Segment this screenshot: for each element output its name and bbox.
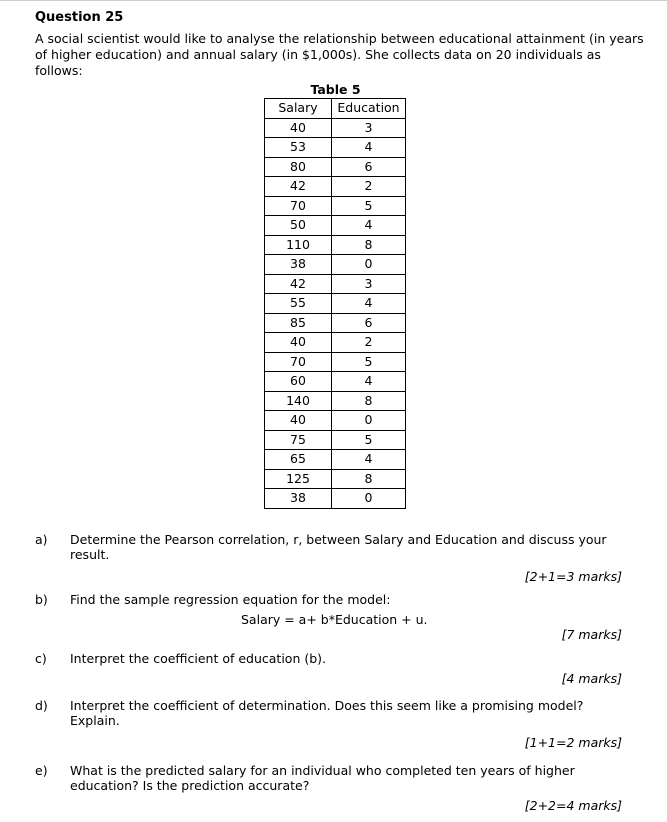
table-row — [265, 469, 406, 489]
education-cell: 5 — [332, 352, 406, 372]
table-row — [265, 430, 406, 450]
salary-cell: 80 — [265, 157, 332, 177]
education-cell: 2 — [332, 177, 406, 197]
education-cell: 8 — [332, 391, 406, 411]
part-c-marks: [4 marks] — [561, 671, 622, 686]
salary-cell: 65 — [265, 450, 332, 470]
education-cell: 4 — [332, 450, 406, 470]
part-d-marks: [1+1=2 marks] — [524, 735, 622, 750]
salary-cell: 55 — [265, 294, 332, 314]
education-cell: 4 — [332, 372, 406, 392]
part-a-letter: a) — [35, 532, 48, 547]
salary-cell: 53 — [265, 138, 332, 158]
table-row — [265, 313, 406, 333]
education-cell: 4 — [332, 294, 406, 314]
table-row — [265, 196, 406, 216]
salary-cell: 75 — [265, 430, 332, 450]
salary-cell: 125 — [265, 469, 332, 489]
education-cell: 8 — [332, 235, 406, 255]
data-table — [264, 98, 406, 509]
table-row — [265, 372, 406, 392]
header-salary: Salary — [265, 99, 332, 119]
table-row — [265, 294, 406, 314]
part-a-marks: [2+1=3 marks] — [524, 569, 622, 584]
education-cell: 0 — [332, 255, 406, 275]
table-row — [265, 450, 406, 470]
table-row — [265, 216, 406, 236]
table-row — [265, 352, 406, 372]
table-row — [265, 391, 406, 411]
part-b-marks: [7 marks] — [561, 627, 622, 642]
top-divider — [0, 0, 667, 1]
table-row — [265, 255, 406, 275]
part-b-text: Find the sample regression equation for the model: — [70, 592, 391, 607]
table-row — [265, 118, 406, 138]
table-row — [265, 411, 406, 431]
salary-cell: 38 — [265, 255, 332, 275]
table-row — [265, 138, 406, 158]
salary-cell: 70 — [265, 196, 332, 216]
salary-cell: 50 — [265, 216, 332, 236]
part-e-letter: e) — [35, 763, 48, 778]
table-header-row — [265, 99, 406, 119]
salary-cell: 60 — [265, 372, 332, 392]
table-row — [265, 489, 406, 509]
education-cell: 3 — [332, 274, 406, 294]
question-title: Question 25 — [35, 10, 124, 25]
salary-cell: 110 — [265, 235, 332, 255]
salary-cell: 85 — [265, 313, 332, 333]
header-education: Education — [332, 99, 406, 119]
education-cell: 3 — [332, 118, 406, 138]
part-c-text: Interpret the coefficient of education (b). — [70, 651, 326, 666]
salary-cell: 40 — [265, 411, 332, 431]
part-d-letter: d) — [35, 698, 48, 713]
education-cell: 2 — [332, 333, 406, 353]
table-row — [265, 235, 406, 255]
education-cell: 5 — [332, 430, 406, 450]
table-row — [265, 274, 406, 294]
regression-equation: Salary = a+ b*Education + u. — [241, 612, 428, 627]
salary-cell: 140 — [265, 391, 332, 411]
education-cell: 4 — [332, 216, 406, 236]
education-cell: 0 — [332, 489, 406, 509]
part-d-text: Interpret the coefficient of determination. Does this seem like a promising model? Explain. — [70, 698, 584, 728]
salary-cell: 38 — [265, 489, 332, 509]
education-cell: 5 — [332, 196, 406, 216]
part-b-letter: b) — [35, 592, 48, 607]
salary-cell: 42 — [265, 177, 332, 197]
part-e-marks: [2+2=4 marks] — [524, 798, 622, 813]
question-intro: A social scientist would like to analyse the relationship between educational attainment (in years of higher education) and annual salary (in $1,000s). She collects data on 20 individuals as follows: — [35, 31, 644, 78]
education-cell: 6 — [332, 313, 406, 333]
salary-cell: 40 — [265, 118, 332, 138]
education-cell: 8 — [332, 469, 406, 489]
salary-cell: 70 — [265, 352, 332, 372]
education-cell: 4 — [332, 138, 406, 158]
salary-cell: 40 — [265, 333, 332, 353]
education-cell: 6 — [332, 157, 406, 177]
education-cell: 0 — [332, 411, 406, 431]
table-row — [265, 177, 406, 197]
part-e-text: What is the predicted salary for an individual who completed ten years of higher education? Is the prediction accurate? — [70, 763, 575, 793]
table-row — [265, 333, 406, 353]
part-c-letter: c) — [35, 651, 47, 666]
table-caption: Table 5 — [310, 82, 361, 97]
part-a-text: Determine the Pearson correlation, r, between Salary and Education and discuss your result. — [70, 532, 607, 562]
table-row — [265, 157, 406, 177]
salary-cell: 42 — [265, 274, 332, 294]
